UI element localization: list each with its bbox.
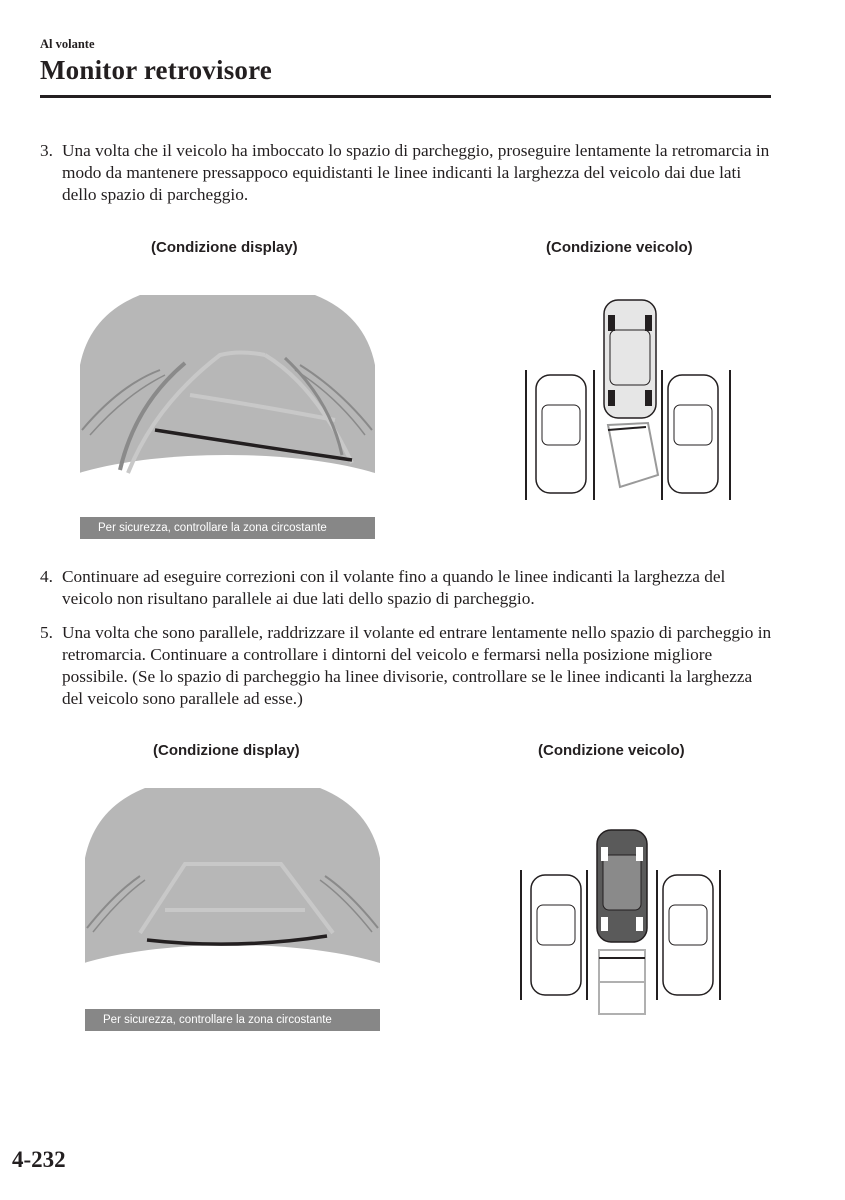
- page-number: 4-232: [12, 1147, 66, 1172]
- step-5: [40, 622, 775, 710]
- step-3: [40, 140, 775, 206]
- step-number: 5.: [40, 623, 53, 642]
- vehicle-condition-diagram: [520, 295, 745, 505]
- vehicle-caption: (Condizione veicolo): [538, 742, 685, 759]
- step-number: 3.: [40, 141, 53, 160]
- title-rule: [40, 95, 771, 98]
- step-text: Una volta che sono parallele, raddrizzare il volante ed entrare lentamente nello spazio di parcheggio in retromarcia. Continuare a controllare i dintorni del veicolo e fermarsi nella posizione migliore possibile. (Se lo spazio di parcheggio ha linee divisorie, controllare se le linee indicanti la larghezza del veicolo sono parallele ad esse.): [62, 623, 772, 708]
- parking-diagram: [520, 295, 745, 505]
- section-label: Al volante: [40, 37, 95, 51]
- camera-view-graphic: [80, 295, 375, 539]
- vehicle-condition-diagram: [515, 825, 730, 1020]
- vehicle-caption: (Condizione veicolo): [546, 239, 693, 256]
- page-title: Monitor retrovisore: [40, 55, 272, 85]
- step-number: 4.: [40, 567, 53, 586]
- warning-banner: Per sicurezza, controllare la zona circostante: [80, 517, 375, 539]
- step-text: Continuare ad eseguire correzioni con il volante fino a quando le linee indicanti la larghezza del veicolo non risultano parallele ai due lati dello spazio di parcheggio.: [62, 567, 726, 608]
- step-text: Una volta che il veicolo ha imboccato lo spazio di parcheggio, proseguire lentamente la retromarcia in modo da mantenere pressappoco equidistanti le linee indicanti la larghezza del veicolo dai due lati dello spazio di parcheggio.: [62, 141, 770, 204]
- camera-view-graphic: [85, 788, 380, 1031]
- rear-camera-display: [80, 295, 375, 539]
- warning-banner: Per sicurezza, controllare la zona circostante: [85, 1009, 380, 1031]
- display-caption: (Condizione display): [151, 239, 298, 256]
- parking-diagram: [515, 825, 730, 1020]
- rear-camera-display: [85, 788, 380, 1031]
- step-4: [40, 566, 775, 610]
- display-caption: (Condizione display): [153, 742, 300, 759]
